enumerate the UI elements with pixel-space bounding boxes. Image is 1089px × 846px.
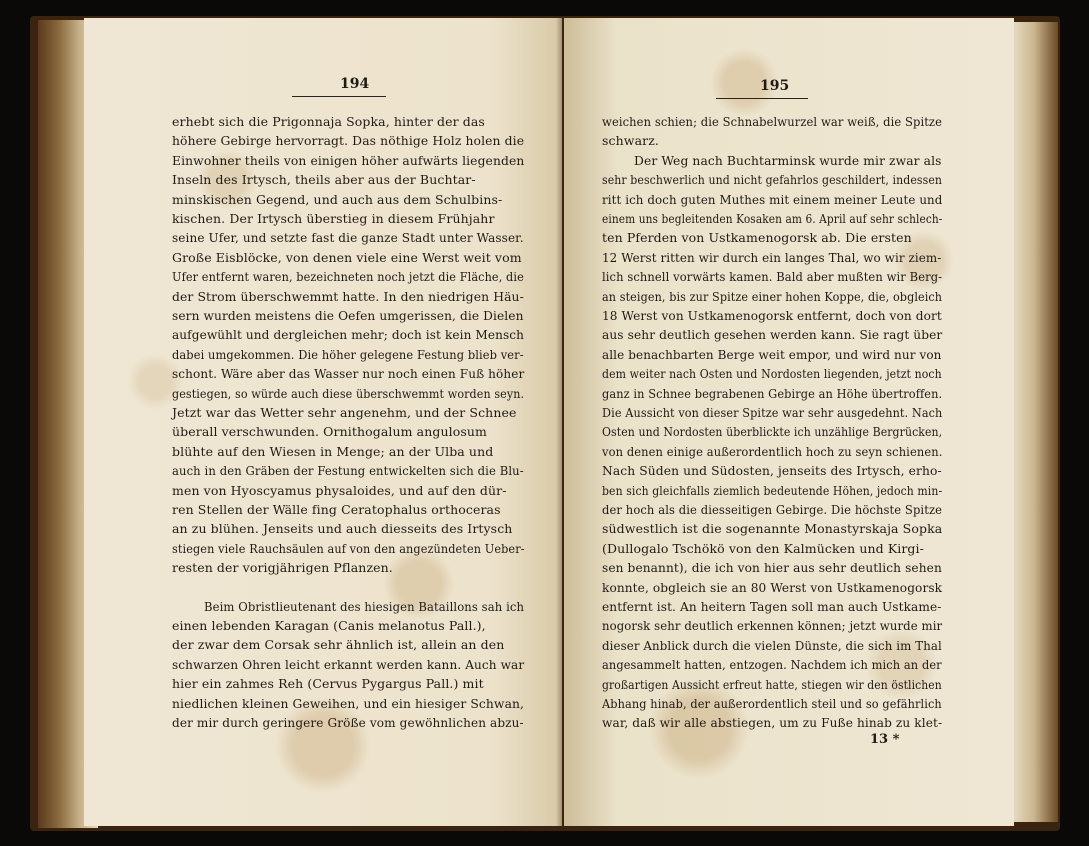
text-line: überall verschwunden. Ornithogalum angulosum (172, 424, 487, 440)
text-line: Beim Obristlieutenant des hiesigen Bataillons sah ich (204, 598, 525, 614)
text-line: resten der vorigjährigen Pflanzen. (172, 560, 393, 576)
text-line: der Strom überschwemmt hatte. In den niedrigen Häu- (172, 288, 524, 304)
page-number-left: 194 (340, 76, 370, 92)
text-line: ben sich gleichfalls ziemlich bedeutende Höhen, jedoch min- (602, 482, 943, 498)
text-line: lich schnell vorwärts kamen. Bald aber mußten wir Berg- (602, 269, 943, 285)
text-line: nogorsk sehr deutlich erkennen können; jetzt wurde mir (602, 618, 943, 634)
left-page (84, 18, 562, 826)
text-line: Ufer entfernt waren, bezeichneten noch jetzt die Fläche, die (172, 269, 524, 285)
text-line: entfernt ist. An heitern Tagen soll man auch Ustkame- (602, 599, 942, 614)
signature-mark: 13 * (870, 732, 900, 747)
text-line: der hoch als die diesseitigen Gebirge. Die höchste Spitze (602, 502, 943, 517)
text-line: alle benachbarten Berge weit empor, und wird nur von (602, 346, 942, 362)
text-line: niedlichen kleinen Geweihen, und ein hiesiger Schwan, (172, 695, 525, 711)
header-rule-left (292, 96, 386, 97)
text-line: an zu blühen. Jenseits und auch diesseits des Irtysch (172, 521, 513, 537)
text-line: aufgewühlt und dergleichen mehr; doch ist kein Mensch (172, 327, 525, 343)
text-line: hier ein zahmes Reh (Cervus Pygargus Pall.) mit (172, 676, 484, 692)
text-line: Einwohner theils von einigen höher aufwärts liegenden (172, 152, 525, 168)
page-number-right: 195 (760, 78, 790, 94)
text-line: dieser Anblick durch die vielen Dünste, die sich im Thal (602, 637, 942, 653)
text-line: erhebt sich die Prigonnaja Sopka, hinter der das (172, 114, 485, 129)
text-line: ren Stellen der Wälle fing Ceratophalus orthoceras (172, 502, 501, 517)
text-line: blühte auf den Wiesen in Menge; an der Ulba und (172, 443, 494, 459)
text-line: auch in den Gräben der Festung entwickelten sich die Blu- (172, 463, 524, 479)
right-page-edges (1010, 22, 1058, 822)
text-line: einen lebenden Karagan (Canis melanotus Pall.), (172, 618, 486, 633)
text-line: stiegen viele Rauchsäulen auf von den angezündeten Ueber- (172, 540, 525, 556)
text-line: weichen schien; die Schnabelwurzel war weiß, die Spitze (602, 114, 943, 129)
text-line: ritt ich doch guten Muthes mit einem meiner Leute und (602, 191, 943, 207)
text-line: südwestlich ist die sogenannte Monastyrskaja Sopka (602, 521, 943, 537)
text-line: der mir durch geringere Größe vom gewöhnlichen abzu- (172, 715, 524, 730)
text-line: Inseln des Irtysch, theils aber aus der Buchtar- (172, 172, 476, 188)
header-rule-right (716, 98, 808, 99)
text-line: minskischen Gegend, und auch aus dem Schulbins- (172, 191, 503, 207)
text-line: angesammelt hatten, entzogen. Nachdem ich mich an der (602, 657, 942, 673)
text-line: schont. Wäre aber das Wasser nur noch einen Fuß höher (172, 366, 525, 382)
text-line: sehr beschwerlich und nicht gefahrlos geschildert, indessen (602, 172, 943, 188)
text-line: (Dullogalo Tschökö von den Kalmücken und Kirgi- (602, 540, 924, 556)
text-line: einem uns begleitenden Kosaken am 6. April auf sehr schlech- (602, 211, 943, 226)
text-line: großartigen Aussicht erfreut hatte, stiegen wir den östlichen (602, 676, 942, 692)
text-line: Die Aussicht von dieser Spitze war sehr ausgedehnt. Nach (602, 405, 943, 420)
text-line: seine Ufer, und setzte fast die ganze Stadt unter Wasser. (172, 230, 524, 246)
text-line: aus sehr deutlich gesehen werden kann. Sie ragt über (602, 327, 943, 343)
text-line: Nach Süden und Südosten, jenseits des Irtysch, erho- (602, 463, 942, 479)
text-line: schwarz. (602, 133, 659, 149)
text-line: kischen. Der Irtysch überstieg in diesem Frühjahr (172, 211, 495, 226)
text-line: gestiegen, so würde auch diese überschwemmt worden seyn. (172, 385, 525, 401)
text-line: sen benannt), die ich von hier aus sehr deutlich sehen (602, 560, 942, 576)
text-line: sern wurden meistens die Oefen umgerissen, die Dielen (172, 308, 524, 323)
text-line: höhere Gebirge hervorragt. Das nöthige Holz holen die (172, 133, 525, 149)
right-page (564, 18, 1014, 826)
text-line: der zwar dem Corsak sehr ähnlich ist, allein an den (172, 637, 505, 653)
text-line: 18 Werst von Ustkamenogorsk entfernt, doch von dort (602, 308, 942, 323)
text-line: ten Pferden von Ustkamenogorsk ab. Die ersten (602, 230, 912, 246)
text-line: dabei umgekommen. Die höher gelegene Festung blieb ver- (172, 346, 524, 362)
text-line: Osten und Nordosten überblickte ich unzählige Bergrücken, (602, 424, 943, 440)
text-line: Große Eisblöcke, von denen viele eine Werst weit vom (172, 249, 522, 265)
text-line: ganz in Schnee begrabenen Gebirge an Höhe übertroffen. (602, 385, 943, 401)
text-line: men von Hyoscyamus physaloides, und auf den dür- (172, 482, 507, 498)
text-line: an steigen, bis zur Spitze einer hohen Koppe, die, obgleich (602, 288, 943, 304)
text-line: Der Weg nach Buchtarminsk wurde mir zwar als (634, 152, 942, 168)
text-line: schwarzen Ohren leicht erkannt werden kann. Auch war (172, 656, 525, 672)
text-line: war, daß wir alle abstiegen, um zu Fuße hinab zu klet- (602, 715, 943, 731)
text-line: 12 Werst ritten wir durch ein langes Thal, wo wir ziem- (602, 249, 942, 265)
text-line: Abhang hinab, der außerordentlich steil und so gefährlich (602, 696, 942, 711)
text-line: von denen einige außerordentlich hoch zu seyn schienen. (602, 443, 943, 459)
text-line: Jetzt war das Wetter sehr angenehm, und der Schnee (172, 405, 517, 420)
text-line: dem weiter nach Osten und Nordosten liegenden, jetzt noch (602, 366, 942, 382)
text-line: konnte, obgleich sie an 80 Werst von Ustkamenogorsk (602, 579, 943, 595)
